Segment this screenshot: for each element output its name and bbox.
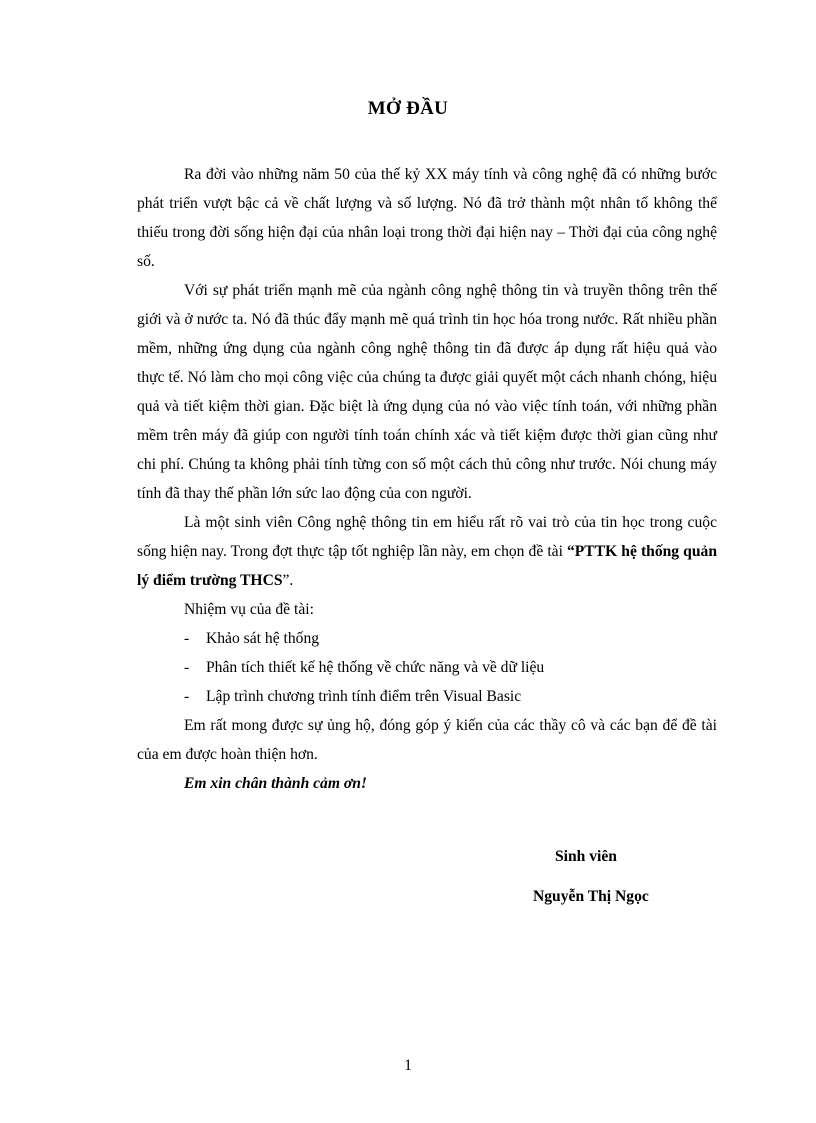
page-title: MỞ ĐẦU	[367, 98, 449, 119]
list-item	[184, 682, 717, 711]
signature-name: Nguyễn Thị Ngọc	[533, 888, 649, 905]
topic-title: “PTTK hệ thống quản lý điểm trường THCS	[137, 543, 717, 589]
thanks-line: Em xin chân thành cảm ơn!	[184, 775, 367, 792]
bullet-dash: -	[184, 659, 190, 676]
paragraph-development: Với sự phát triển mạnh mẽ của ngành công nghệ thông tin và truyền thông trên thế giới và ở nước ta. Nó đã thúc đẩy mạnh mẽ quá trình tin học hóa trong nước. Rất nhiều phần mềm, những ứng dụng của ngành công nghệ thông tin đã được áp dụng rất hiệu quả vào thực tế. Nó làm cho mọi công việc của chúng ta được giải quyết một cách nhanh chóng, hiệu quả và tiết kiệm thời gian. Đặc biệt là ứng dụng của nó vào việc tính toán, với những phần mềm trên máy đã giúp con người tính toán chính xác và tiết kiệm được thời gian cũng như chi phí. Chúng ta không phải tính từng con số một cách thủ công như trước. Nói chung máy tính đã thay thế phần lớn sức lao động của con người.	[137, 282, 717, 502]
tasks-heading: Nhiệm vụ của đề tài:	[184, 601, 314, 618]
signature-role: Sinh viên	[555, 848, 617, 865]
document-body	[137, 160, 717, 798]
list-item-text: Lập trình chương trình tính điểm trên Visual Basic	[206, 688, 522, 705]
list-item	[184, 653, 717, 682]
paragraph-topic-text: Là một sinh viên Công nghệ thông tin em hiểu rất rõ vai trò của tin học trong cuộc sống hiện nay. Trong đợt thực tập tốt nghiệp lần này, em chọn đề tài	[137, 514, 717, 560]
paragraph-topic	[137, 508, 717, 595]
bullet-dash: -	[184, 630, 190, 647]
page-number: 1	[404, 1057, 412, 1074]
list-item-text: Phân tích thiết kế hệ thống về chức năng và về dữ liệu	[206, 659, 545, 676]
list-item-text: Khảo sát hệ thống	[206, 630, 320, 647]
list-item	[184, 624, 717, 653]
paragraph-closing: Em rất mong được sự ủng hộ, đóng góp ý kiến của các thầy cô và các bạn để đề tài của em được hoàn thiện hơn.	[137, 717, 717, 763]
paragraph-intro: Ra đời vào những năm 50 của thế kỷ XX máy tính và công nghệ đã có những bước phát triển vượt bậc cả về chất lượng và số lượng. Nó đã trở thành một nhân tố không thể thiếu trong đời sống hiện đại của nhân loại trong thời đại hiện nay – Thời đại của công nghệ số.	[137, 166, 717, 270]
task-list	[137, 624, 717, 711]
bullet-dash: -	[184, 688, 190, 705]
topic-title-end: ”.	[282, 572, 294, 589]
